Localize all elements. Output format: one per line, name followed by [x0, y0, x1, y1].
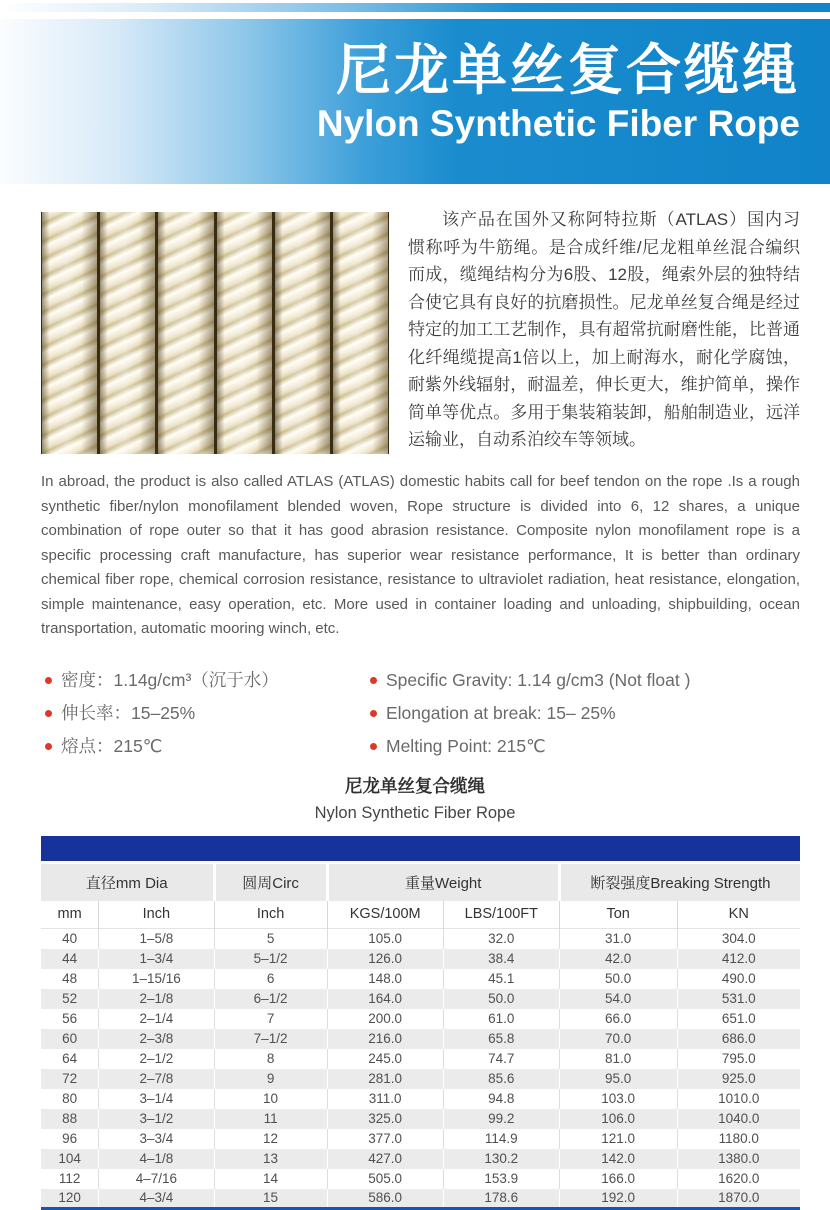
- table-cell: 60: [41, 1029, 99, 1049]
- specs-list-zh: [45, 664, 370, 763]
- table-cell: 1380.0: [677, 1149, 800, 1169]
- table-cell: 2–1/4: [99, 1009, 214, 1029]
- spec-item: [45, 730, 370, 763]
- table-cell: 586.0: [327, 1189, 443, 1209]
- table-cell: 130.2: [443, 1149, 559, 1169]
- table-cell: 96: [41, 1129, 99, 1149]
- spec-item-label: 熔点：215℃: [61, 736, 162, 756]
- spec-table: [41, 864, 800, 1210]
- table-cell: 121.0: [559, 1129, 677, 1149]
- table-cell: 70.0: [559, 1029, 677, 1049]
- table-cell: 200.0: [327, 1009, 443, 1029]
- table-cell: 45.1: [443, 969, 559, 989]
- specs-section: [45, 664, 800, 763]
- table-group-header: 直径mm Dia: [41, 864, 214, 901]
- table-unit-header: Inch: [99, 901, 214, 929]
- table-cell: 32.0: [443, 929, 559, 949]
- table-unit-header: mm: [41, 901, 99, 929]
- spec-item: [45, 697, 370, 730]
- table-cell: 44: [41, 949, 99, 969]
- table-group-header: 断裂强度Breaking Strength: [559, 864, 800, 901]
- intro-section: [41, 212, 800, 454]
- table-cell: 245.0: [327, 1049, 443, 1069]
- bullet-icon: [370, 710, 377, 717]
- spec-item-label: 伸长率：15–25%: [61, 703, 195, 723]
- table-row: [41, 1129, 800, 1149]
- table-cell: 14: [214, 1169, 327, 1189]
- table-cell: 7: [214, 1009, 327, 1029]
- table-group-header-row: [41, 864, 800, 901]
- table-row: [41, 1109, 800, 1129]
- table-row: [41, 989, 800, 1009]
- table-row: [41, 1009, 800, 1029]
- banner-title-en: Nylon Synthetic Fiber Rope: [0, 104, 800, 145]
- table-cell: 4–1/8: [99, 1149, 214, 1169]
- table-cell: 126.0: [327, 949, 443, 969]
- table-cell: 9: [214, 1069, 327, 1089]
- table-row: [41, 1029, 800, 1049]
- table-cell: 4–7/16: [99, 1169, 214, 1189]
- table-cell: 1040.0: [677, 1109, 800, 1129]
- bullet-icon: [45, 677, 52, 684]
- table-unit-header: Ton: [559, 901, 677, 929]
- spec-item-label: Specific Gravity: 1.14 g/cm3 (Not float ): [386, 670, 690, 690]
- table-cell: 80: [41, 1089, 99, 1109]
- table-cell: 52: [41, 989, 99, 1009]
- table-cell: 6: [214, 969, 327, 989]
- table-cell: 164.0: [327, 989, 443, 1009]
- top-accent-strip: [0, 3, 830, 12]
- table-cell: 106.0: [559, 1109, 677, 1129]
- spec-item: [370, 664, 800, 697]
- table-cell: 2–7/8: [99, 1069, 214, 1089]
- table-unit-header: KGS/100M: [327, 901, 443, 929]
- table-unit-header: Inch: [214, 901, 327, 929]
- table-cell: 1010.0: [677, 1089, 800, 1109]
- table-cell: 304.0: [677, 929, 800, 949]
- rope-strand: [333, 212, 388, 454]
- table-cell: 3–1/4: [99, 1089, 214, 1109]
- spec-item-label: Elongation at break: 15– 25%: [386, 703, 616, 723]
- spec-item: [370, 697, 800, 730]
- table-cell: 216.0: [327, 1029, 443, 1049]
- table-cell: 325.0: [327, 1109, 443, 1129]
- table-cell: 2–3/8: [99, 1029, 214, 1049]
- table-cell: 65.8: [443, 1029, 559, 1049]
- table-unit-header-row: [41, 901, 800, 929]
- table-cell: 311.0: [327, 1089, 443, 1109]
- table-cell: 81.0: [559, 1049, 677, 1069]
- table-cell: 10: [214, 1089, 327, 1109]
- table-cell: 40: [41, 929, 99, 949]
- bullet-icon: [370, 677, 377, 684]
- table-cell: 1–3/4: [99, 949, 214, 969]
- table-cell: 377.0: [327, 1129, 443, 1149]
- table-row: [41, 1069, 800, 1089]
- table-cell: 103.0: [559, 1089, 677, 1109]
- table-cell: 148.0: [327, 969, 443, 989]
- rope-strand: [100, 212, 155, 454]
- table-cell: 104: [41, 1149, 99, 1169]
- table-title-zh: 尼龙单丝复合缆绳: [0, 773, 830, 798]
- table-cell: 166.0: [559, 1169, 677, 1189]
- table-cell: 178.6: [443, 1189, 559, 1209]
- page-banner: [0, 19, 830, 184]
- table-cell: 64: [41, 1049, 99, 1069]
- table-cell: 54.0: [559, 989, 677, 1009]
- table-cell: 88: [41, 1109, 99, 1129]
- table-cell: 56: [41, 1009, 99, 1029]
- table-row: [41, 929, 800, 949]
- table-cell: 11: [214, 1109, 327, 1129]
- table-cell: 5: [214, 929, 327, 949]
- spec-item-label: 密度：1.14g/cm³（沉于水）: [61, 670, 279, 690]
- table-cell: 192.0: [559, 1189, 677, 1209]
- table-cell: 925.0: [677, 1069, 800, 1089]
- table-cell: 505.0: [327, 1169, 443, 1189]
- table-cell: 85.6: [443, 1069, 559, 1089]
- rope-strand: [217, 212, 272, 454]
- table-cell: 120: [41, 1189, 99, 1209]
- table-cell: 15: [214, 1189, 327, 1209]
- table-cell: 2–1/8: [99, 989, 214, 1009]
- table-cell: 142.0: [559, 1149, 677, 1169]
- table-cell: 72: [41, 1069, 99, 1089]
- table-row: [41, 1169, 800, 1189]
- table-cell: 5–1/2: [214, 949, 327, 969]
- table-cell: 50.0: [559, 969, 677, 989]
- bullet-icon: [370, 743, 377, 750]
- table-cell: 1180.0: [677, 1129, 800, 1149]
- table-cell: 281.0: [327, 1069, 443, 1089]
- table-row: [41, 1049, 800, 1069]
- table-header-bar: [41, 836, 800, 861]
- table-cell: 412.0: [677, 949, 800, 969]
- rope-strand: [158, 212, 213, 454]
- rope-strand: [42, 212, 97, 454]
- table-cell: 686.0: [677, 1029, 800, 1049]
- table-cell: 153.9: [443, 1169, 559, 1189]
- table-cell: 651.0: [677, 1009, 800, 1029]
- table-cell: 50.0: [443, 989, 559, 1009]
- table-cell: 2–1/2: [99, 1049, 214, 1069]
- table-cell: 490.0: [677, 969, 800, 989]
- table-cell: 1–5/8: [99, 929, 214, 949]
- table-cell: 48: [41, 969, 99, 989]
- table-row: [41, 949, 800, 969]
- table-group-header: 重量Weight: [327, 864, 559, 901]
- rope-strand: [275, 212, 330, 454]
- banner-title-zh: 尼龙单丝复合缆绳: [0, 19, 800, 102]
- table-row: [41, 1149, 800, 1169]
- table-cell: 8: [214, 1049, 327, 1069]
- table-cell: 74.7: [443, 1049, 559, 1069]
- table-cell: 3–3/4: [99, 1129, 214, 1149]
- table-row: [41, 969, 800, 989]
- spec-item-label: Melting Point: 215℃: [386, 736, 546, 756]
- table-cell: 94.8: [443, 1089, 559, 1109]
- table-cell: 531.0: [677, 989, 800, 1009]
- table-cell: 99.2: [443, 1109, 559, 1129]
- page: [0, 3, 830, 1153]
- table-unit-header: LBS/100FT: [443, 901, 559, 929]
- spec-item: [370, 730, 800, 763]
- table-cell: 3–1/2: [99, 1109, 214, 1129]
- table-unit-header: KN: [677, 901, 800, 929]
- table-cell: 66.0: [559, 1009, 677, 1029]
- table-title: [0, 773, 830, 823]
- bullet-icon: [45, 743, 52, 750]
- table-cell: 38.4: [443, 949, 559, 969]
- table-cell: 112: [41, 1169, 99, 1189]
- bullet-icon: [45, 710, 52, 717]
- table-cell: 95.0: [559, 1069, 677, 1089]
- table-row: [41, 1189, 800, 1209]
- table-cell: 13: [214, 1149, 327, 1169]
- rope-photo: [41, 212, 389, 454]
- table-cell: 795.0: [677, 1049, 800, 1069]
- table-cell: 114.9: [443, 1129, 559, 1149]
- table-cell: 1–15/16: [99, 969, 214, 989]
- table-cell: 31.0: [559, 929, 677, 949]
- specs-list-en: [370, 664, 800, 763]
- table-cell: 6–1/2: [214, 989, 327, 1009]
- table-cell: 105.0: [327, 929, 443, 949]
- table-group-header: 圆周Circ: [214, 864, 327, 901]
- table-cell: 7–1/2: [214, 1029, 327, 1049]
- spec-item: [45, 664, 370, 697]
- table-cell: 4–3/4: [99, 1189, 214, 1209]
- table-row: [41, 1089, 800, 1109]
- intro-paragraph-zh: 该产品在国外又称阿特拉斯（ATLAS）国内习惯称呼为牛筋绳。是合成纤维/尼龙粗单丝混合编织而成，缆绳结构分为6股、12股，绳索外层的独特结合使它具有良好的抗磨损性。尼龙单丝复合绳是经过特定的加工工艺制作，具有超常抗耐磨性能，比普通化纤绳缆提高1倍以上，加上耐海水，耐化学腐蚀，耐紫外线辐射，耐温差，伸长更大，维护简单，操作简单等优点。多用于集装箱装卸，船舶制造业，远洋运输业，自动系泊绞车等领域。: [408, 206, 800, 454]
- table-title-en: Nylon Synthetic Fiber Rope: [0, 804, 830, 823]
- table-cell: 12: [214, 1129, 327, 1149]
- table-cell: 1620.0: [677, 1169, 800, 1189]
- table-cell: 1870.0: [677, 1189, 800, 1209]
- table-cell: 61.0: [443, 1009, 559, 1029]
- table-cell: 42.0: [559, 949, 677, 969]
- table-cell: 427.0: [327, 1149, 443, 1169]
- intro-paragraph-en: In abroad, the product is also called ATLAS (ATLAS) domestic habits call for beef tendon on the rope .Is a rough synthetic fiber/nylon monofilament blended woven, Rope structure is divided into 6, 12 shares, a unique combination of rope outer so that it has good abrasion resistance. Composite nylon monofilament rope is a specific processing craft manufacture, has superior wear resistance performance, It is better than ordinary chemical fiber rope, chemical corrosion resistance, resistance to ultraviolet radiation, heat resistance, elongation, simple maintenance, easy operation, etc. More used in container loading and unloading, shipbuilding, ocean transportation, automatic mooring winch, etc.: [41, 470, 800, 642]
